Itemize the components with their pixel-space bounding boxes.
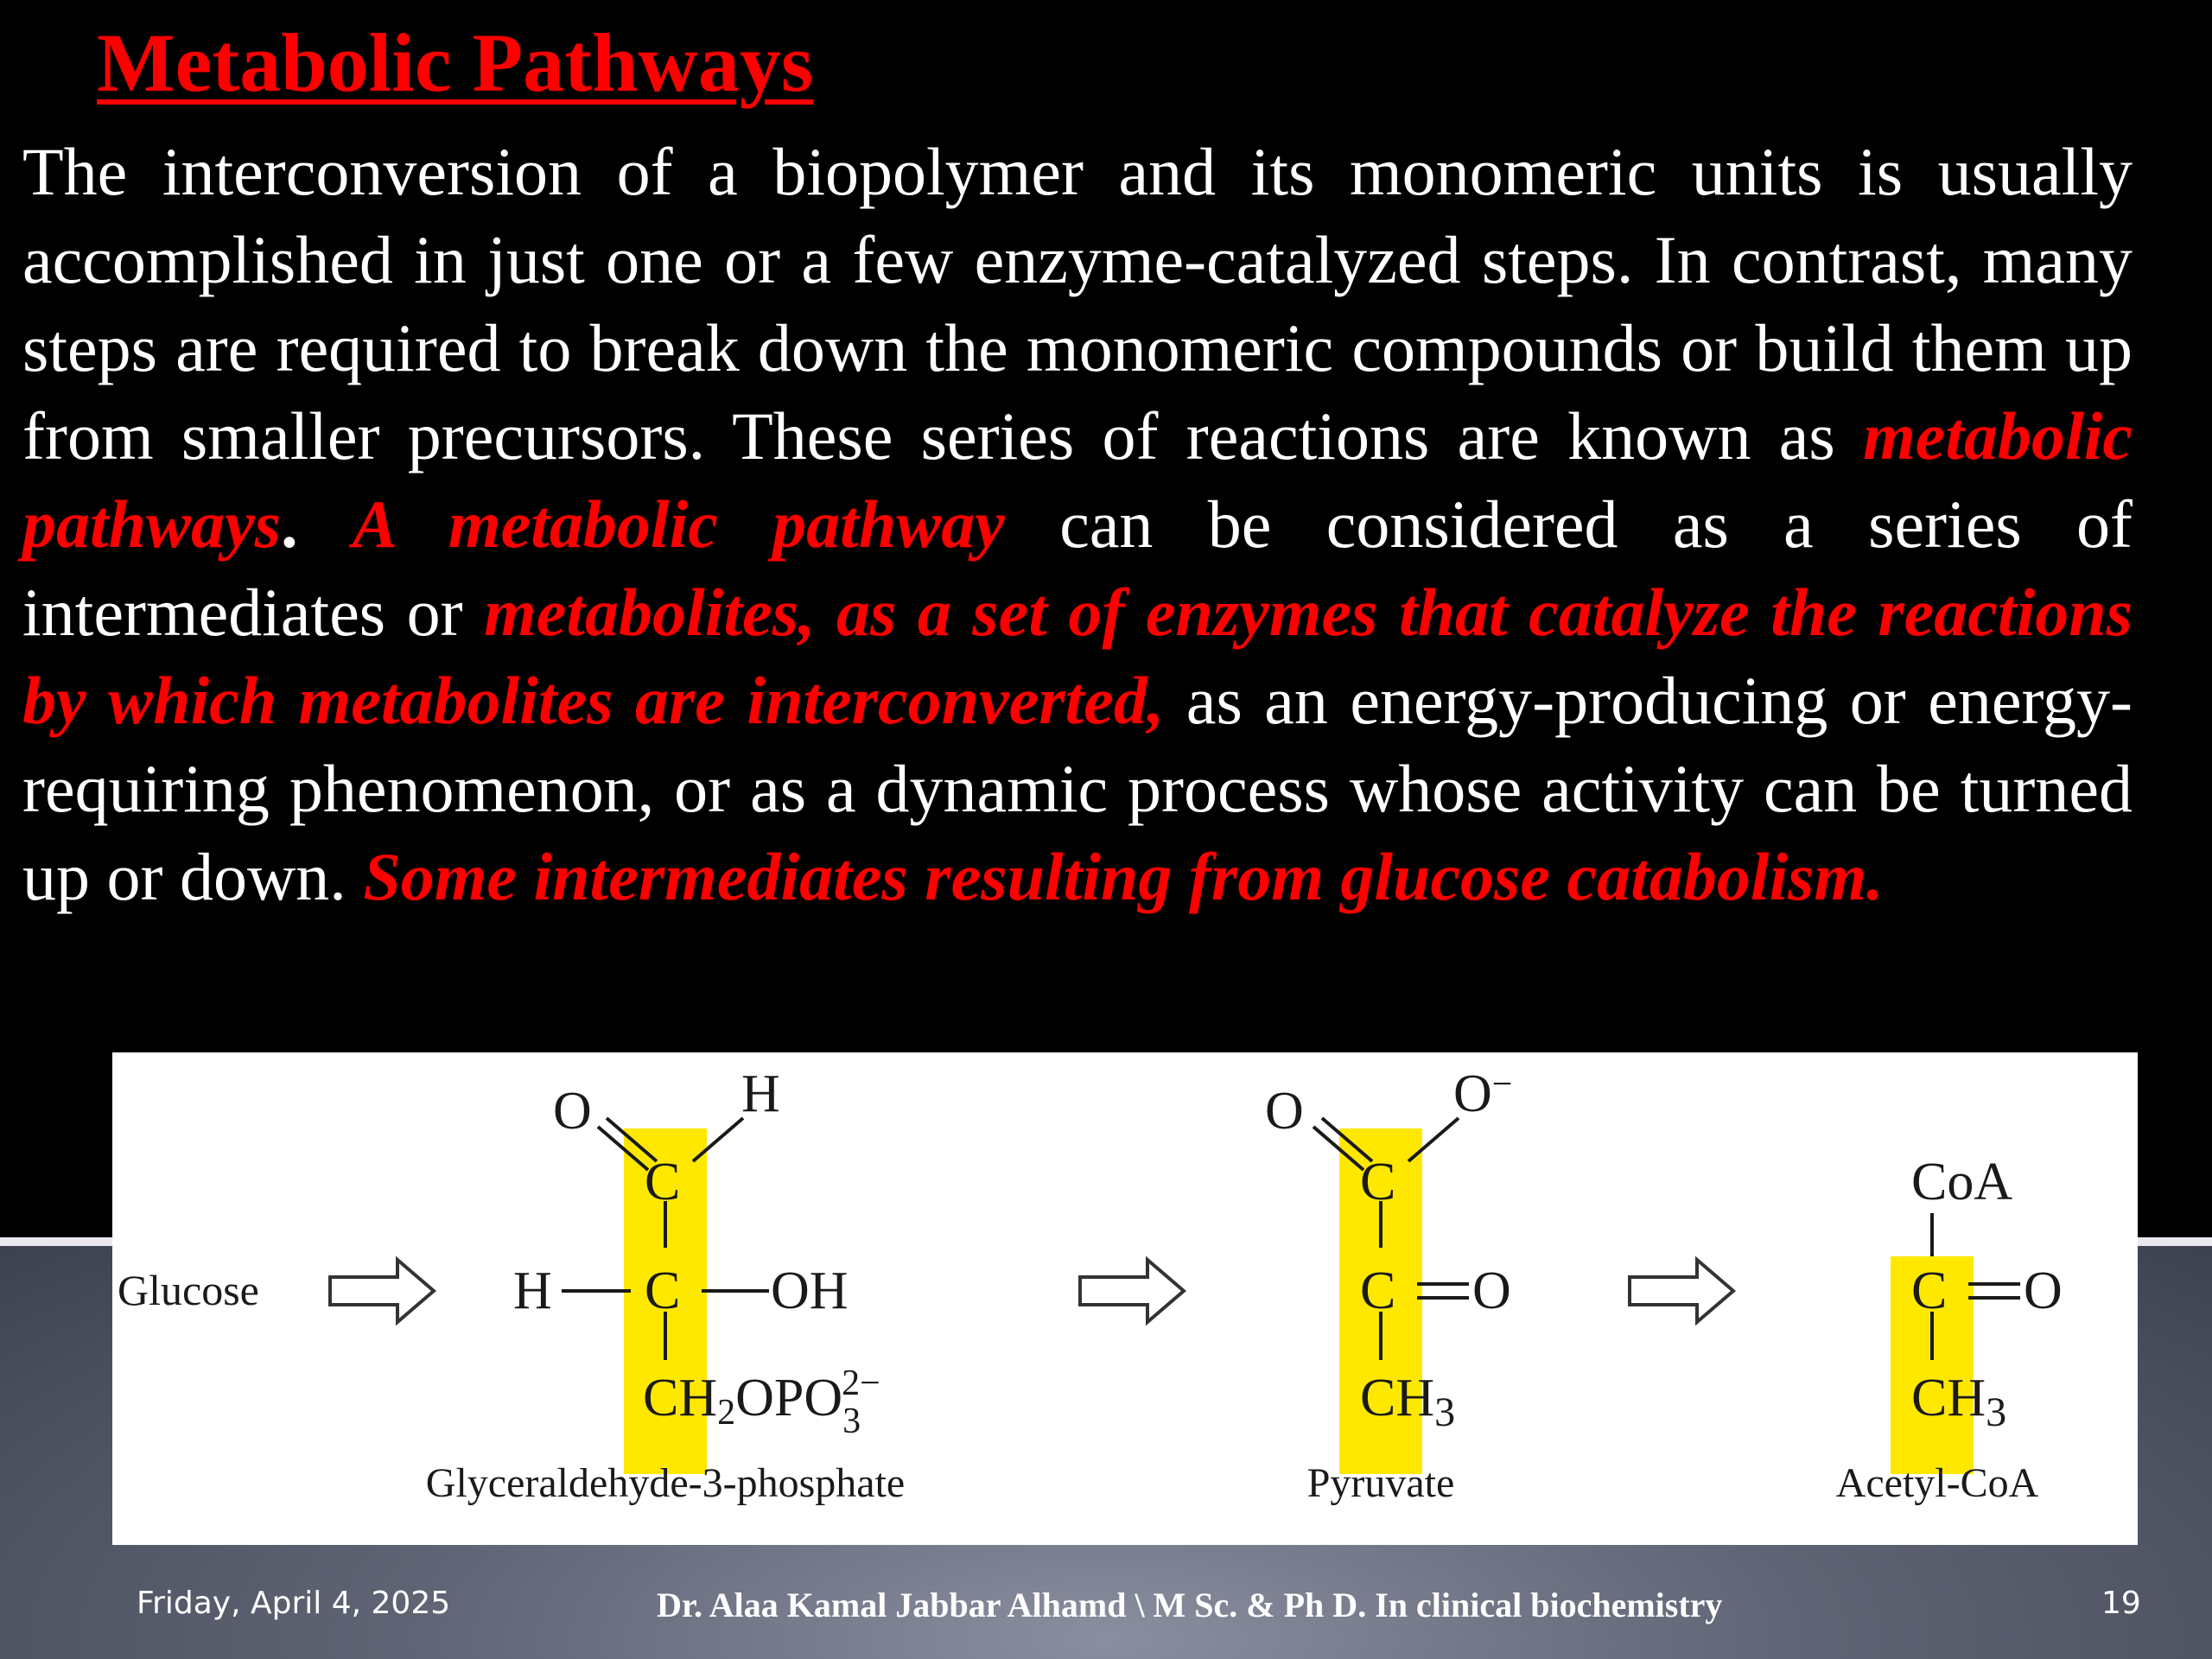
pathway-diagram xyxy=(112,1052,2138,1545)
pyruvate-name-label: Pyruvate xyxy=(1306,1460,1455,1506)
footer-author: Dr. Alaa Kamal Jabbar Alhamd \ M Sc. & Ph D. In clinical biochemistry xyxy=(657,1586,1723,1624)
g3p-atom-h-left: H xyxy=(513,1262,552,1320)
metabolic-pathway-figure xyxy=(112,1052,2138,1545)
g3p-atom-oh: OH xyxy=(771,1262,849,1320)
slide-title: Metabolic Pathways xyxy=(97,16,814,109)
body-text-segment: as an energy-producing or energy-requiring phenomenon, or as a dynamic process whose activity can be turned up or down. xyxy=(22,663,2133,914)
pyruvate-atom-ch3: CH3 xyxy=(1360,1369,1456,1435)
acetyl-coa-atom-ch3: CH3 xyxy=(1911,1369,2007,1435)
g3p-atom-c1: C xyxy=(645,1153,681,1211)
g3p-atom-h: H xyxy=(741,1065,780,1123)
pyruvate-atom-c2: C xyxy=(1360,1262,1396,1320)
footer-date: Friday, April 4, 2025 xyxy=(137,1586,451,1621)
g3p-name-label: Glyceraldehyde-3-phosphate xyxy=(425,1460,906,1506)
emphasized-text: metabolic pathways xyxy=(22,398,2133,562)
g3p-atom-ch2opo3: $CH2OPO_32-$ xyxy=(643,1363,880,1441)
pyruvate-atom-c1: C xyxy=(1360,1153,1396,1211)
acetyl-coa-atom-c1: C xyxy=(1911,1262,1948,1320)
body-text-segment: can be considered as a series of intermediates or xyxy=(22,486,2133,650)
body-paragraph xyxy=(22,128,2133,921)
acetyl-coa-atom-coa: CoA xyxy=(1911,1153,2013,1211)
pyruvate-atom-o-minus: O− xyxy=(1453,1065,1513,1123)
emphasized-text: Some intermediates resulting from glucose catabolism. xyxy=(363,839,1884,914)
acetyl-coa-name-label: Acetyl-CoA xyxy=(1835,1460,2039,1506)
pyruvate-atom-o-right: O xyxy=(1472,1262,1511,1320)
pyruvate-atom-o: O xyxy=(1265,1082,1304,1141)
footer-page-number: 19 xyxy=(2101,1586,2141,1621)
arrow-icon xyxy=(1080,1260,1184,1322)
g3p-atom-o: O xyxy=(553,1082,592,1141)
g3p-atom-c2: C xyxy=(645,1262,681,1320)
emphasized-text: A metabolic pathway xyxy=(352,486,1005,562)
body-text-segment: . xyxy=(281,486,353,562)
emphasized-text: metabolites, as a set of enzymes that catalyze the reactions by which metabolites are interconverted, xyxy=(22,575,2133,738)
body-text-segment: The interconversion of a biopolymer and its monomeric units is usually accomplished in just one or a few enzyme-catalyzed steps. In contrast, many steps are required to break down the monomeric compounds or build them up from smaller precursors. These series of reactions are known as xyxy=(22,134,2133,474)
arrow-icon xyxy=(330,1260,434,1322)
acetyl-coa-atom-o-right: O xyxy=(2024,1262,2063,1320)
arrow-icon xyxy=(1630,1260,1733,1322)
glucose-label: Glucose xyxy=(118,1266,259,1314)
